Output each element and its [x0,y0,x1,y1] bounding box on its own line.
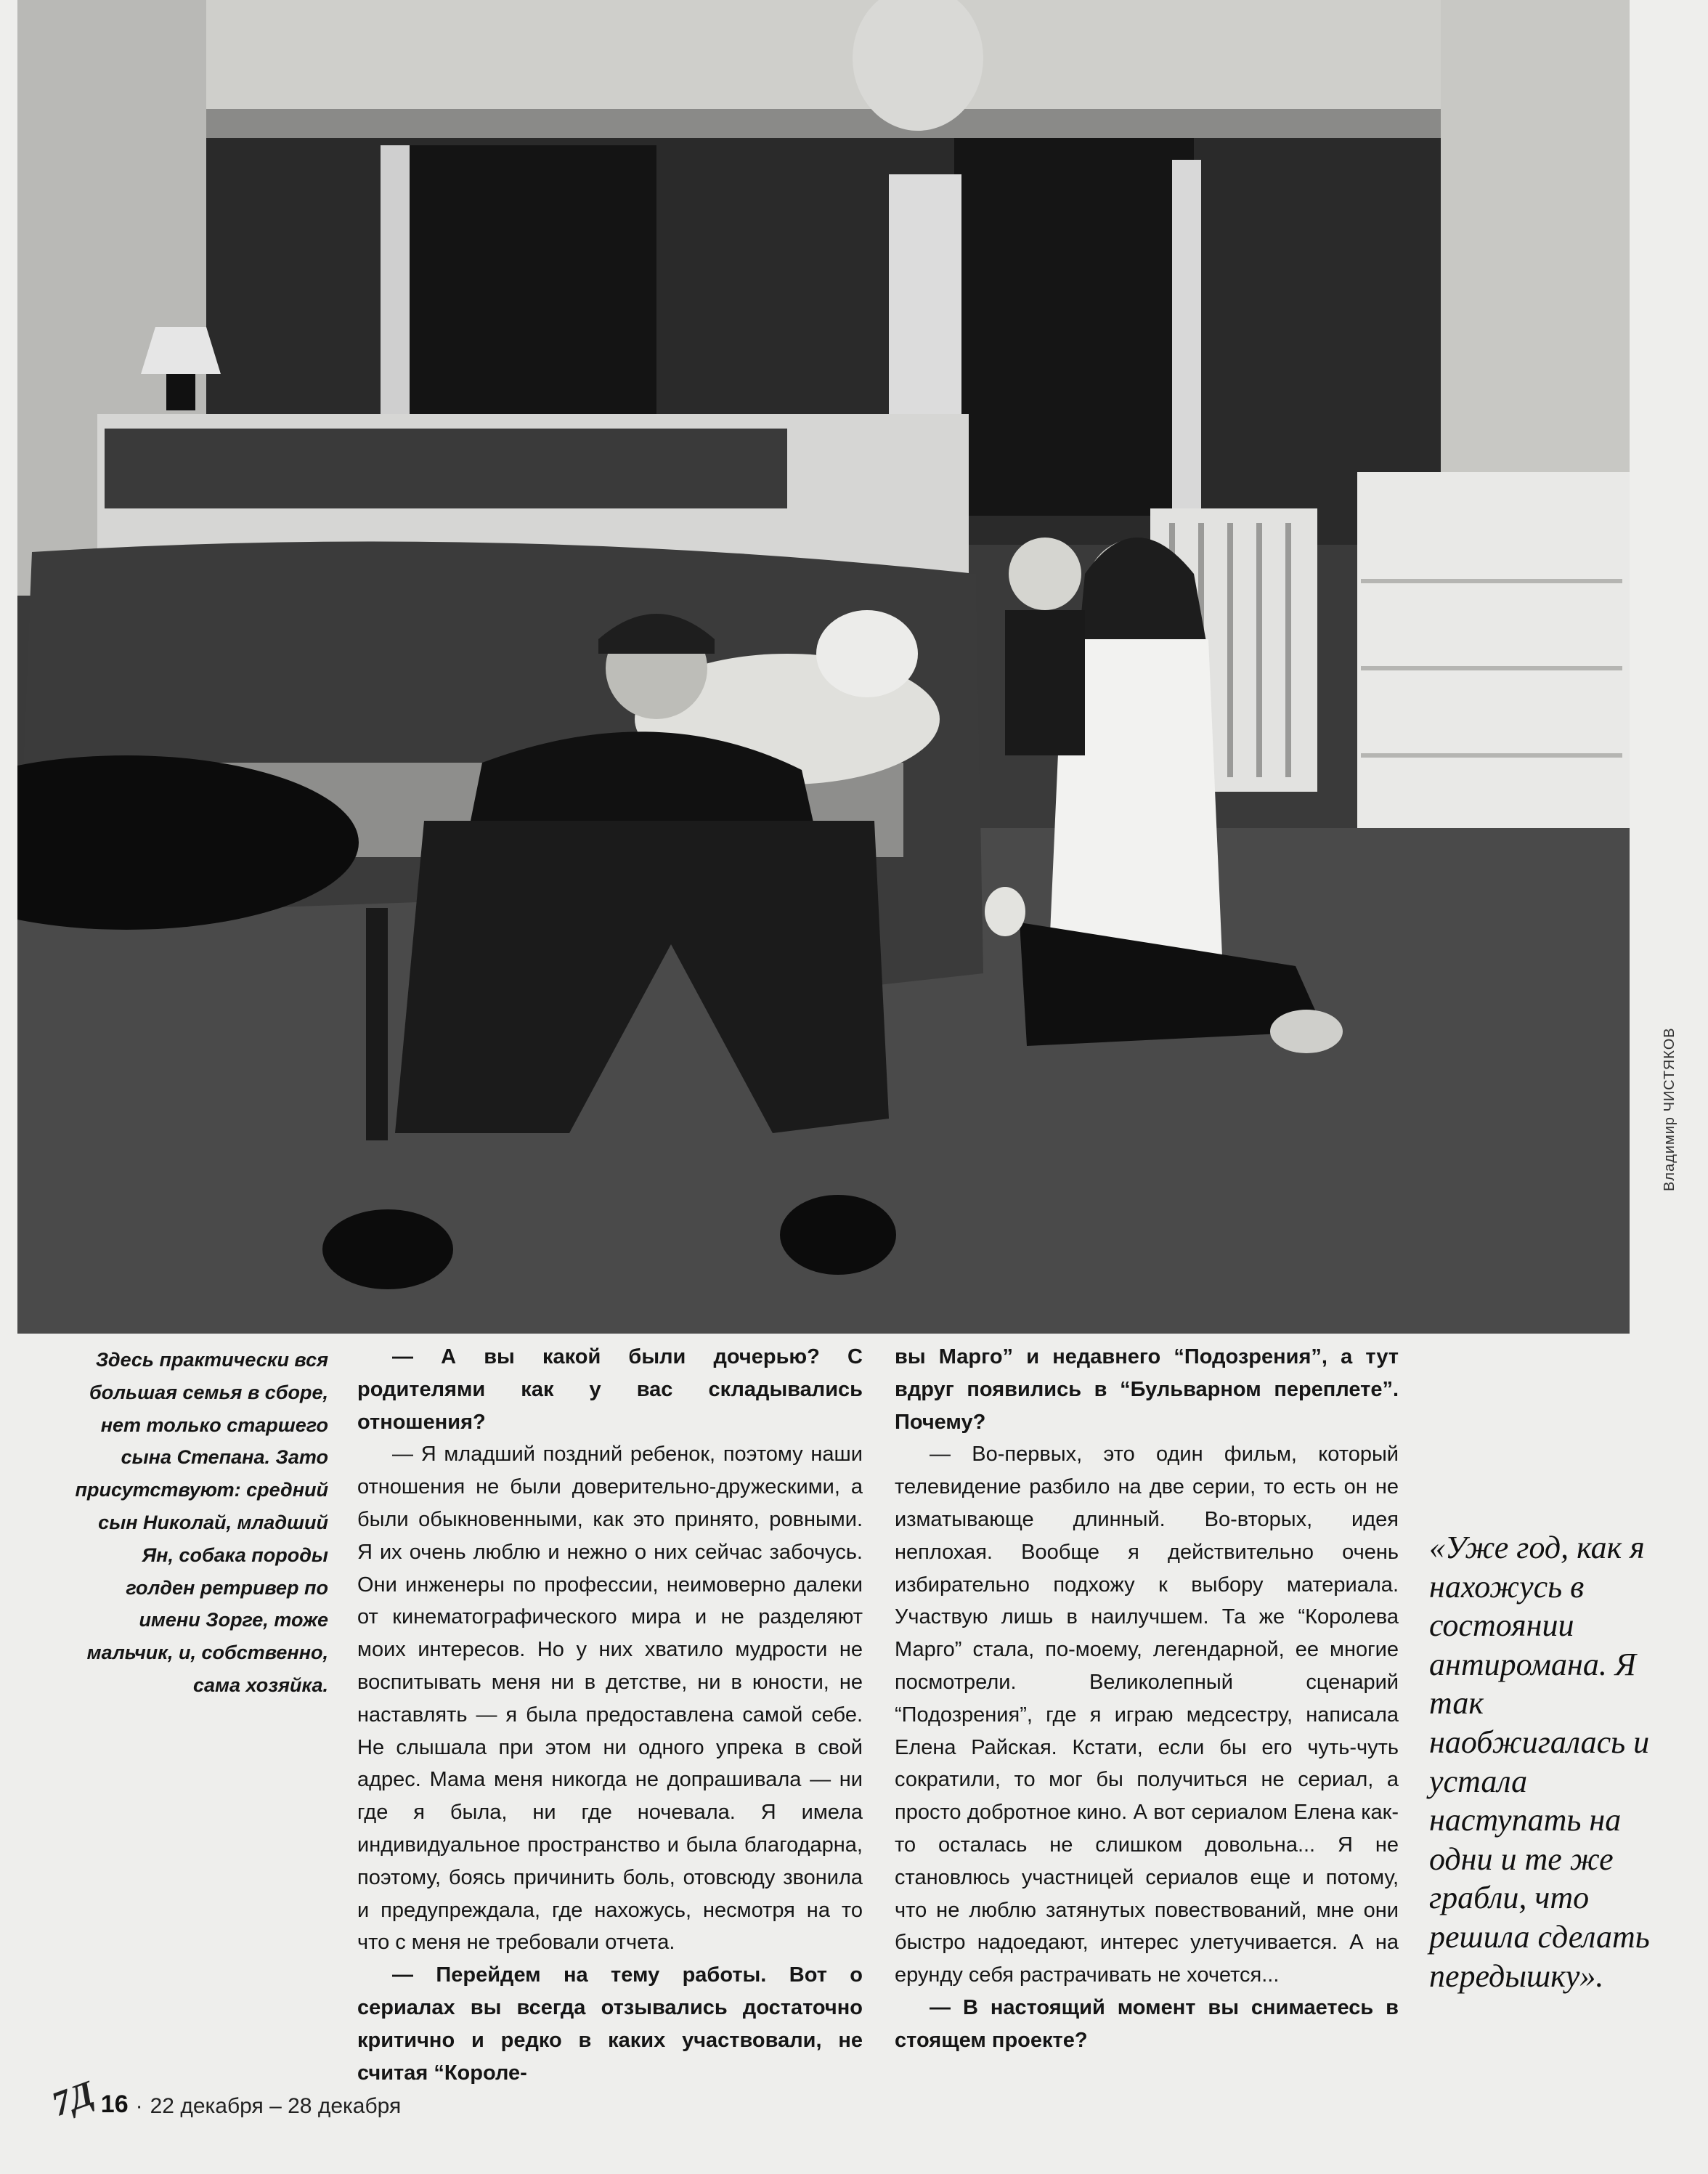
family-photo [17,0,1630,1334]
photo-caption: Здесь практически вся большая семья в сборе, нет только старшего сына Степана. Зато присутствуют: средний сын Николай, младший Ян, собака породы голден ретривер по имени Зорге, тоже мальчик, и, собственно, сама хозяйка. [75,1349,328,1696]
photo-illustration [17,0,1630,1334]
interview-question: — А вы какой были дочерью? С родителями как у вас складывались отношения? [357,1345,863,1434]
interview-question: — В настоящий момент вы снимаетесь в стоящем проекте? [895,1995,1399,2052]
photo-credit: Владимир ЧИСТЯКОВ [1662,1027,1678,1191]
pull-quote: «Уже год, как я нахожусь в состоянии антиромана. Я так наобжигалась и устала наступать на одни и те же грабли, что решила сделать передышку». [1429,1530,1650,1994]
interview-answer: — Во-первых, это один фильм, который телевидение разбило на две серии, то есть он не изматывающе длинный. Во-вторых, идея неплохая. Вообще я действительно очень избирательно подхожу к выбору материала. Участвую лишь в наилучшем. Та же “Королева Марго” стала, по-моему, легендарной, ее многие посмотрели. Великолепный сценарий “Подозрения”, где я играю медсестру, написала Елена Райская. Кстати, если бы его чуть-чуть сократили, то мог бы получиться не сериал, а просто добротное кино. А вот сериалом Елена как-то осталась не слишком довольна... Я не становлюсь участницей сериалов еще и потому, что не люблю затянутых повествований, мне они быстро надоедают, интерес улетучивается. А на ерунду себя растрачивать не хочется... [895,1443,1399,1987]
issue-dates: 22 декабря – 28 декабря [150,2094,402,2118]
footer-separator: · [135,2094,143,2118]
interview-answer: — Я младший поздний ребенок, поэтому наши отношения не были доверительно-дружескими, а были обыкновенными, как это принято, ровными. Я их очень люблю и нежно о них сейчас забочусь. Они инженеры по профессии, неимоверно далеки от кинематографического мира и не разделяют моих интересов. Но у них хватило мудрости не воспитывать меня ни в детстве, ни в юности, не наставлять — я была предоставлена самой себе. Не слышала при этом ни одного упрека в свой адрес. Мама меня никогда не допрашивала — ни где я была, ни где ночевала. Я имела индивидуальное пространство и была благодарна, поэтому, боясь причинить боль, отовсюду звонила и предупреждала, где нахожусь, несмотря на то что с меня не требовали отчета. [357,1443,863,1955]
page-footer [46,2073,402,2125]
article-column-1 [357,1341,863,2089]
article-column-2 [895,1341,1399,2057]
interview-question: — Перейдем на тему работы. Вот о сериалах вы всегда отзывались достаточно критично и редко в каких участвовали, не считая “Короле- [357,1963,863,2085]
magazine-logo: 7Д [46,2073,99,2125]
issue-number: 16 [100,2090,129,2118]
interview-question-continued: вы Марго” и недавнего “Подозрения”, а тут вдруг появились в “Бульварном переплете”. Почему? [895,1345,1399,1434]
